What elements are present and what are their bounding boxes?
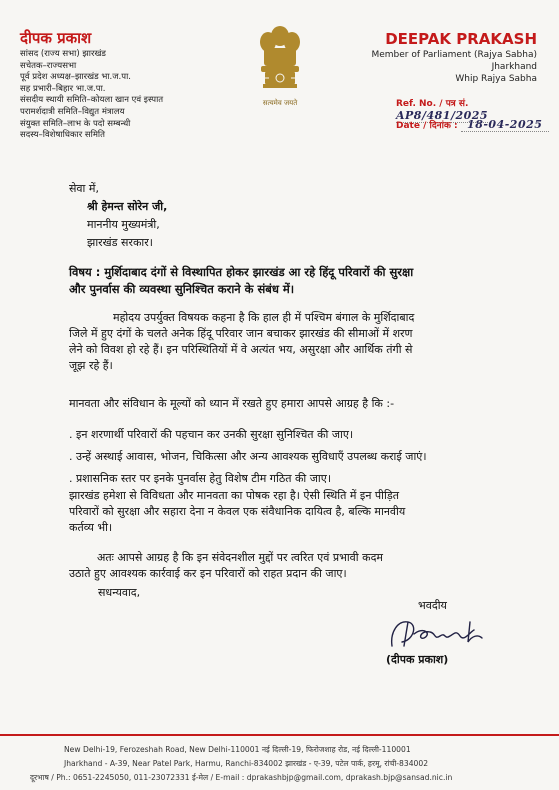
footer-contact: दूरभाष / Ph.: 0651-2245050, 011-23072331 ई-मेल / E-mail : dprakashbjp@gmail.com, dprakash.bjp@sansad.nic.in — [30, 773, 453, 782]
subject — [69, 264, 509, 298]
para-line: महोदय उपर्युक्त विषयक कहना है कि हाल ही में पश्चिम बंगाल के मुर्शिदाबाद — [113, 311, 415, 324]
designation-line: सचेतक–राज्यसभा — [20, 60, 77, 71]
designation-line: संयुक्त समिति–लाभ के पदो सम्बन्धी — [20, 118, 131, 129]
addressee-title: माननीय मुख्यमंत्री, — [87, 218, 160, 231]
paragraph-3 — [69, 488, 505, 536]
designation-line: परामर्शदात्री समिति–विद्युत मंत्रालय — [20, 106, 125, 117]
para-line: जिले में हुए दंगों के चलते अनेक हिंदू परिवार जान बचाकर झारखंड की सीमाओं में शरण — [69, 327, 413, 340]
designation-line: संसदीय स्थायी समिति–कोयला खान एवं इस्पात — [20, 95, 164, 106]
paragraph-1 — [69, 310, 501, 374]
footer — [30, 743, 534, 785]
request-item: . इन शरणार्थी परिवारों की पहचान कर उनकी सुरक्षा सुनिश्चित की जाए। — [69, 428, 354, 441]
addressee-org: झारखंड सरकार। — [87, 236, 153, 249]
request-item: . उन्हें अस्थाई आवास, भोजन, चिकित्सा और अन्य आवश्यक सुविधाएँ उपलब्ध कराई जाएं। — [69, 450, 427, 463]
ashoka-emblem-icon — [252, 22, 308, 96]
footer-jharkhand-address: Jharkhand - A-39, Near Patel Park, Harmu, Ranchi-834002 झारखंड - ए-39, पटेल पार्क, हरमू, रांची-834002 — [64, 759, 429, 768]
addressee-name: श्री हेमन्त सोरेन जी, — [87, 200, 168, 213]
designation-line: सह प्रभारी–बिहार भा.ज.पा. — [20, 83, 106, 94]
signature-mark — [384, 612, 494, 652]
closing: भवदीय — [418, 599, 447, 612]
paragraph-2: मानवता और संविधान के मूल्यों को ध्यान में रखते हुए हमारा आपसे आग्रह है कि :- — [69, 397, 395, 410]
subject-line1: मुर्शिदाबाद दंगों से विस्थापित होकर झारखंड आ रहे हिंदू परिवारों की सुरक्षा — [104, 265, 414, 279]
designation-line: सदस्य–विशेषाधिकार समिति — [20, 130, 105, 141]
request-list — [69, 424, 427, 490]
footer-rule — [0, 734, 559, 736]
ref-value: AP8/481/2025 — [396, 109, 489, 122]
date-value: 18-04-2025 — [461, 118, 549, 132]
para-line: झारखंड हमेशा से विविधता और मानवता का पोषक रहा है। ऐसी स्थिति में इन पीड़ित — [69, 489, 400, 502]
para-line: अतः आपसे आग्रह है कि इन संवेदनशील मुद्दों पर त्वरित एवं प्रभावी कदम — [97, 551, 384, 564]
para-line: जूझ रहे हैं। — [69, 359, 113, 372]
english-designation-line: Jharkhand — [491, 62, 537, 72]
footer-delhi-address: New Delhi-19, Ferozeshah Road, New Delhi-110001 नई दिल्ली-19, फिरोजशाह रोड, नई दिल्ली-110001 — [64, 745, 411, 754]
thanks: सधन्यवाद, — [98, 586, 141, 599]
english-designation-line: Whip Rajya Sabha — [455, 74, 537, 84]
para-line: परिवारों को सुरक्षा और सहारा देना न केवल एक संवैधानिक दायित्व है, बल्कि मानवीय — [69, 505, 406, 518]
para-line: लेने को विवश हो रहे हैं। इन परिस्थितियों में वे अत्यंत भय, असुरक्षा और आर्थिक तंगी से — [69, 343, 413, 356]
para-line: कर्तव्य भी। — [69, 521, 113, 534]
english-name: DEEPAK PRAKASH — [385, 30, 537, 48]
subject-line2: और पुनर्वास की व्यवस्था सुनिश्चित कराने के संबंध में। — [69, 282, 295, 296]
para-line: उठाते हुए आवश्यक कार्रवाई कर इन परिवारों को राहत प्रदान की जाए। — [69, 567, 347, 580]
designation-line: पूर्व प्रदेश अध्यक्ष–झारखंड भा.ज.पा. — [20, 72, 131, 83]
address-block — [69, 180, 167, 252]
english-designation-line: Member of Parliament (Rajya Sabha) — [371, 50, 537, 60]
designation-line: सांसद (राज्य सभा) झारखंड — [20, 49, 106, 59]
emblem — [252, 22, 308, 108]
date-label: Date / दिनांक : — [396, 121, 458, 131]
salutation: सेवा में, — [69, 182, 99, 195]
signatory: (दीपक प्रकाश) — [386, 653, 449, 666]
paragraph-4 — [69, 550, 505, 582]
hindi-name: दीपक प्रकाश — [20, 29, 92, 47]
emblem-motto: सत्यमेव जयते — [262, 99, 298, 107]
designations-list — [20, 49, 163, 142]
date-row — [396, 118, 549, 132]
subject-prefix: विषय : — [69, 265, 101, 279]
request-item: . प्रशासनिक स्तर पर इनके पुनर्वास हेतु विशेष टीम गठित की जाए। — [69, 472, 332, 485]
english-designations — [371, 49, 537, 85]
signature — [384, 612, 494, 656]
ref-label: Ref. No. / पत्र सं. — [396, 99, 469, 109]
